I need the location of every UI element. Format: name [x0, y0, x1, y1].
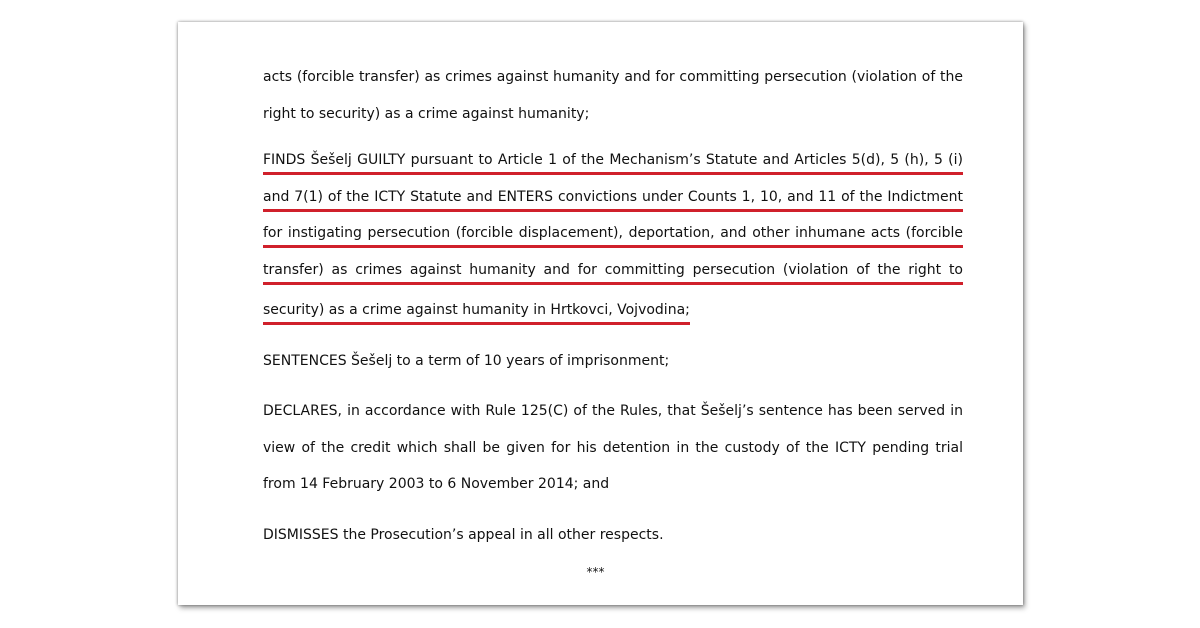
- document-page: [178, 22, 1023, 605]
- highlighted-line: [263, 295, 963, 332]
- red-underline-text: and 7(1) of the ICTY Statute and ENTERS convictions under Counts 1, 10, and 11 of the Indictment: [263, 186, 963, 212]
- red-underline-text: FINDS Šešelj GUILTY pursuant to Article 1 of the Mechanism’s Statute and Articles 5(d), 5 (h), 5 (i): [263, 149, 963, 175]
- paragraph-declares: [263, 396, 963, 506]
- red-underline-text: transfer) as crimes against humanity and for committing persecution (violation of the right to: [263, 259, 963, 285]
- end-mark: ***: [586, 565, 605, 579]
- highlighted-line: [263, 222, 963, 259]
- paragraph-sentences: [263, 346, 963, 383]
- highlighted-line: [263, 259, 963, 296]
- paragraph-continuation: [263, 62, 963, 135]
- red-underline-text: security) as a crime against humanity in Hrtkovci, Vojvodina;: [263, 299, 690, 325]
- paragraph-dismisses: [263, 520, 963, 557]
- text-line: DISMISSES the Prosecution’s appeal in all other respects.: [263, 526, 664, 543]
- highlighted-line: [263, 186, 963, 223]
- text-line: SENTENCES Šešelj to a term of 10 years of imprisonment;: [263, 352, 670, 369]
- document-body: [263, 62, 963, 582]
- highlighted-line: [263, 149, 963, 186]
- paragraph-finds-guilty: [263, 149, 963, 332]
- text-line: view of the credit which shall be given for his detention in the custody of the ICTY pending trial: [263, 439, 963, 456]
- red-underline-text: for instigating persecution (forcible displacement), deportation, and other inhumane acts (forcible: [263, 222, 963, 248]
- text-line: from 14 February 2003 to 6 November 2014; and: [263, 476, 610, 492]
- text-line: right to security) as a crime against humanity;: [263, 105, 590, 122]
- text-line: DECLARES, in accordance with Rule 125(C) of the Rules, that Šešelj’s sentence has been served in: [263, 403, 963, 419]
- text-line: acts (forcible transfer) as crimes against humanity and for committing persecution (violation of the: [263, 69, 963, 85]
